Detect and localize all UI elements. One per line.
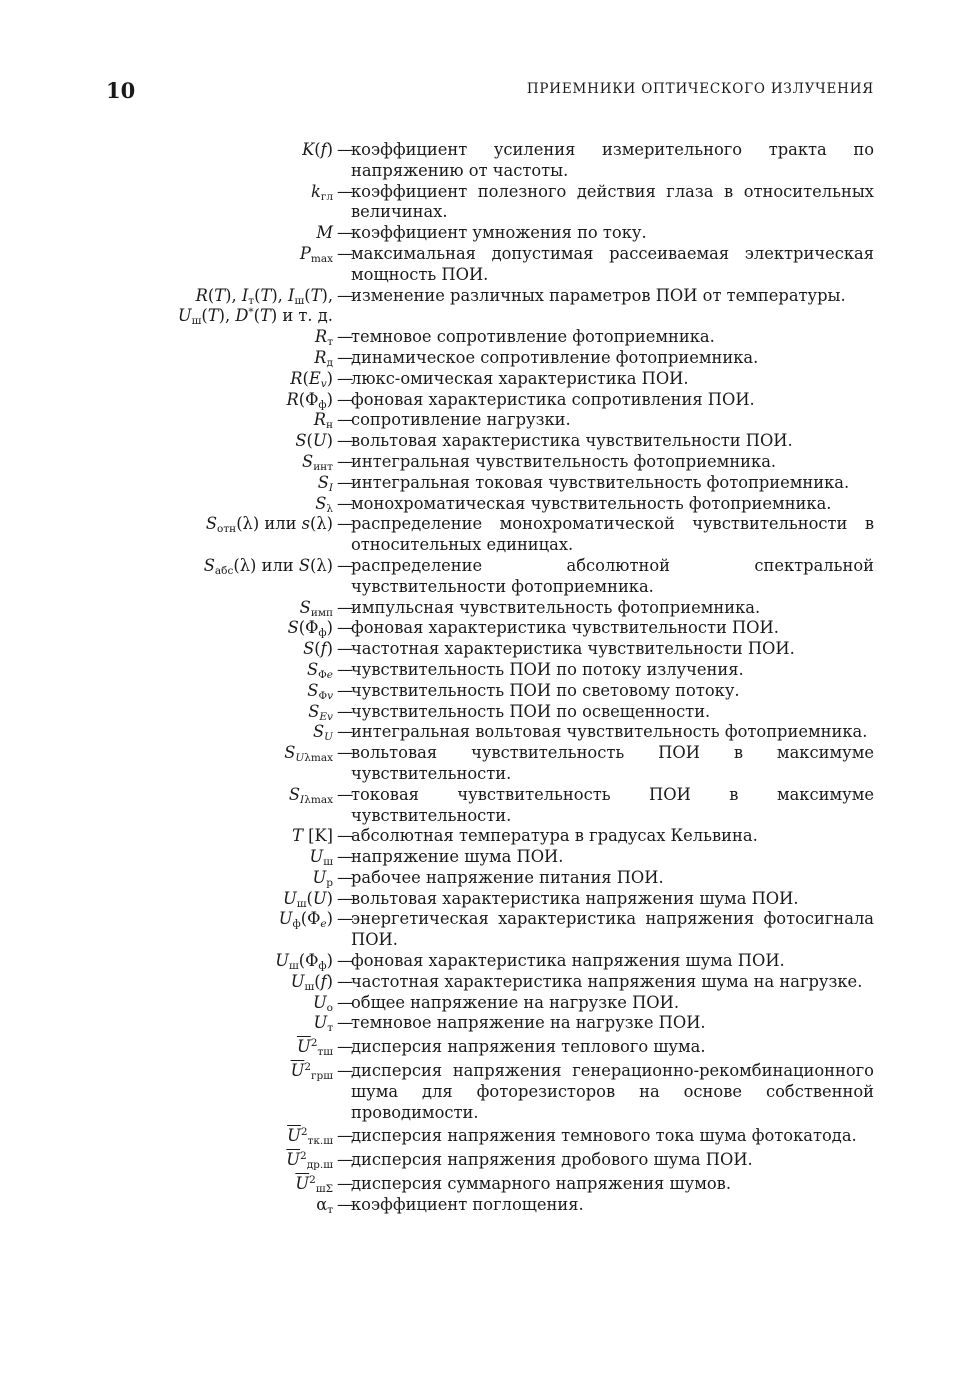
term: $S_\lambda$ bbox=[315, 493, 333, 515]
list-item: S(U) — вольтовая характеристика чувствительности ПОИ. bbox=[0, 431, 973, 452]
term: $R_т$ bbox=[314, 327, 333, 349]
term: $\overline{U}^2_{др.ш}$ bbox=[286, 1150, 333, 1172]
term: $\overline{U}^2_{ш\Sigma}$ bbox=[295, 1174, 333, 1196]
list-item: K(f) — коэффициент усиления измерительного тракта по напряжению от частоты. bbox=[0, 140, 973, 182]
term: $S_{\Phi v}$ bbox=[307, 680, 333, 702]
term: $U_ф(\Phi_e)$ bbox=[278, 909, 333, 931]
list-item: $\overline{U}^2_{ш\Sigma}$ — дисперсия суммарного напряжения шумов. bbox=[0, 1174, 973, 1195]
list-item: $\alpha_т$ — коэффициент поглощения. bbox=[0, 1195, 973, 1216]
list-item: $U_ш(U)$ — вольтовая характеристика напряжения шума ПОИ. bbox=[0, 889, 973, 910]
definition: дисперсия напряжения генерационно-рекомбинационного шума для фоторезисторов на основе собственной проводимости. bbox=[351, 1061, 874, 1122]
definition: токовая чувствительность ПОИ в максимуме чувствительности. bbox=[351, 784, 874, 825]
term: $U_ш(U)$ bbox=[283, 888, 333, 910]
term: S(f) bbox=[303, 639, 333, 659]
list-item: $S_U$ — интегральная вольтовая чувствительность фотоприемника. bbox=[0, 722, 973, 743]
term: S(U) bbox=[295, 431, 333, 451]
term: $\overline{U}^2_{тк.ш}$ bbox=[287, 1126, 333, 1148]
notation-list bbox=[0, 140, 973, 1216]
term: $P_{max}$ bbox=[299, 243, 333, 265]
term: $U_о$ bbox=[312, 992, 333, 1014]
definition: интегральная токовая чувствительность фотоприемника. bbox=[351, 472, 850, 492]
definition: напряжение шума ПОИ. bbox=[351, 847, 564, 867]
list-item: $k_{гл}$ — коэффициент полезного действия глаза в относительных величинах. bbox=[0, 182, 973, 224]
list-item: $\overline{U}^2_{тк.ш}$ — дисперсия напряжения темнового тока шума фотокатода. bbox=[0, 1126, 973, 1147]
definition: максимальная допустимая рассеиваемая электрическая мощность ПОИ. bbox=[351, 243, 874, 284]
list-item: $U_т$ — темновое напряжение на нагрузке ПОИ. bbox=[0, 1013, 973, 1034]
page-header bbox=[106, 78, 874, 102]
definition: дисперсия суммарного напряжения шумов. bbox=[351, 1174, 732, 1194]
list-item: $S_{инт}$ — интегральная чувствительность фотоприемника. bbox=[0, 452, 973, 473]
list-item: T [K] — абсолютная температура в градусах Кельвина. bbox=[0, 826, 973, 847]
definition: темновое напряжение на нагрузке ПОИ. bbox=[351, 1013, 706, 1033]
list-item: $P_{max}$ — максимальная допустимая рассеиваемая электрическая мощность ПОИ. bbox=[0, 244, 973, 286]
term: $R_д$ bbox=[314, 347, 333, 369]
definition: изменение различных параметров ПОИ от температуры. bbox=[351, 285, 846, 305]
list-item: M — коэффициент умножения по току. bbox=[0, 223, 973, 244]
definition: монохроматическая чувствительность фотоприемника. bbox=[351, 493, 832, 513]
list-item: $U_ф(\Phi_e)$ — энергетическая характеристика напряжения фотосигнала ПОИ. bbox=[0, 909, 973, 951]
list-item: $\overline{U}^2_{др.ш}$ — дисперсия напряжения дробового шума ПОИ. bbox=[0, 1150, 973, 1171]
page-number: 10 bbox=[106, 78, 136, 103]
term: $S_{абс}(\lambda)$ или S(λ) bbox=[203, 555, 333, 577]
term: $R(\Phi_ф)$ bbox=[286, 389, 333, 411]
term: $U_ш(f)$ bbox=[290, 971, 333, 993]
definition: вольтовая характеристика чувствительности ПОИ. bbox=[351, 431, 793, 451]
list-item: $S_{U\lambda max}$ — вольтовая чувствительность ПОИ в максимуме чувствительности. bbox=[0, 743, 973, 785]
list-item: $S_{\Phi v}$ — чувствительность ПОИ по световому потоку. bbox=[0, 681, 973, 702]
definition: импульсная чувствительность фотоприемника. bbox=[351, 597, 761, 617]
definition: частотная характеристика напряжения шума на нагрузке. bbox=[351, 971, 863, 991]
term: $S_{имп}$ bbox=[299, 597, 333, 619]
term: $R(E_v)$ bbox=[290, 368, 333, 390]
term: $S_{U\lambda max}$ bbox=[284, 743, 333, 765]
term: $S_{I\lambda max}$ bbox=[288, 784, 333, 806]
definition: темновое сопротивление фотоприемника. bbox=[351, 327, 715, 347]
term: K(f) bbox=[302, 140, 333, 159]
term: $\overline{U}^2_{грш}$ bbox=[290, 1061, 333, 1083]
list-item: $\overline{U}^2_{грш}$ — дисперсия напряжения генерационно-рекомбинационного шума для фоторезисторов на основе собственной проводимости. bbox=[0, 1061, 973, 1123]
term: M bbox=[316, 223, 333, 243]
list-item: $R_д$ — динамическое сопротивление фотоприемника. bbox=[0, 348, 973, 369]
list-item: $S_\lambda$ — монохроматическая чувствительность фотоприемника. bbox=[0, 494, 973, 515]
definition: люкс-омическая характеристика ПОИ. bbox=[351, 368, 689, 388]
definition: энергетическая характеристика напряжения фотосигнала ПОИ. bbox=[351, 909, 874, 950]
list-item: $U_ш(f)$ — частотная характеристика напряжения шума на нагрузке. bbox=[0, 972, 973, 993]
term: $S_{инт}$ bbox=[302, 451, 333, 473]
list-item: S(f) — частотная характеристика чувствительности ПОИ. bbox=[0, 639, 973, 660]
definition: динамическое сопротивление фотоприемника. bbox=[351, 347, 759, 367]
definition: рабочее напряжение питания ПОИ. bbox=[351, 867, 664, 887]
term: $S_I$ bbox=[317, 472, 333, 494]
definition: коэффициент умножения по току. bbox=[351, 223, 647, 243]
definition: коэффициент поглощения. bbox=[351, 1194, 584, 1214]
definition: вольтовая чувствительность ПОИ в максимуме чувствительности. bbox=[351, 743, 874, 783]
list-item: $S_{абс}(\lambda)$ или S(λ) — распределение абсолютной спектральной чувствительности фотоприемника. bbox=[0, 556, 973, 598]
definition: дисперсия напряжения дробового шума ПОИ. bbox=[351, 1150, 753, 1170]
definition: чувствительность ПОИ по потоку излучения. bbox=[351, 659, 744, 679]
term: $U_ш$ bbox=[309, 847, 333, 869]
definition: фоновая характеристика чувствительности ПОИ. bbox=[351, 618, 779, 638]
list-item: $S(\Phi_ф)$ — фоновая характеристика чувствительности ПОИ. bbox=[0, 618, 973, 639]
term: $S(\Phi_ф)$ bbox=[287, 618, 333, 640]
definition: фоновая характеристика напряжения шума ПОИ. bbox=[351, 951, 785, 971]
definition: интегральная чувствительность фотоприемника. bbox=[351, 451, 777, 471]
definition: дисперсия напряжения темнового тока шума фотокатода. bbox=[351, 1126, 857, 1146]
term: $\overline{U}^2_{тш}$ bbox=[297, 1037, 333, 1059]
list-item: $R_т$ — темновое сопротивление фотоприемника. bbox=[0, 327, 973, 348]
definition: дисперсия напряжения теплового шума. bbox=[351, 1037, 706, 1057]
term: T [K] bbox=[292, 826, 333, 846]
definition: абсолютная температура в градусах Кельвина. bbox=[351, 826, 758, 846]
list-item: $S_{Ev}$ — чувствительность ПОИ по освещенности. bbox=[0, 702, 973, 723]
term: $S_U$ bbox=[312, 722, 333, 744]
definition: коэффициент полезного действия глаза в относительных величинах. bbox=[351, 181, 874, 222]
definition: коэффициент усиления измерительного тракта по напряжению от частоты. bbox=[351, 140, 874, 180]
list-item: $S_I$ — интегральная токовая чувствительность фотоприемника. bbox=[0, 473, 973, 494]
definition: интегральная вольтовая чувствительность фотоприемника. bbox=[351, 722, 868, 742]
term: $k_{гл}$ bbox=[310, 181, 333, 203]
definition: чувствительность ПОИ по световому потоку. bbox=[351, 680, 740, 700]
definition: частотная характеристика чувствительности ПОИ. bbox=[351, 639, 795, 659]
definition: распределение абсолютной спектральной чувствительности фотоприемника. bbox=[351, 555, 874, 596]
definition: чувствительность ПОИ по освещенности. bbox=[351, 701, 711, 721]
term: $S_{\Phi e}$ bbox=[307, 659, 333, 681]
list-item: $S_{I\lambda max}$ — токовая чувствительность ПОИ в максимуме чувствительности. bbox=[0, 785, 973, 827]
list-item: $U_р$ — рабочее напряжение питания ПОИ. bbox=[0, 868, 973, 889]
list-item: $S_{\Phi e}$ — чувствительность ПОИ по потоку излучения. bbox=[0, 660, 973, 681]
list-item: $S_{отн}(\lambda)$ или s(λ) — распределение монохроматической чувствительности в относительных единицах. bbox=[0, 514, 973, 556]
list-item: $U_о$ — общее напряжение на нагрузке ПОИ. bbox=[0, 993, 973, 1014]
term: $U_р$ bbox=[312, 867, 333, 889]
definition: фоновая характеристика сопротивления ПОИ. bbox=[351, 389, 755, 409]
definition: вольтовая характеристика напряжения шума ПОИ. bbox=[351, 888, 799, 908]
term: $R_н$ bbox=[313, 410, 333, 432]
term: $\alpha_т$ bbox=[316, 1194, 333, 1216]
definition: общее напряжение на нагрузке ПОИ. bbox=[351, 992, 680, 1012]
list-item: $\overline{U}^2_{тш}$ — дисперсия напряжения теплового шума. bbox=[0, 1037, 973, 1058]
list-item: $S_{имп}$ — импульсная чувствительность фотоприемника. bbox=[0, 598, 973, 619]
list-item: $U_ш(\Phi_ф)$ — фоновая характеристика напряжения шума ПОИ. bbox=[0, 951, 973, 972]
definition: сопротивление нагрузки. bbox=[351, 410, 571, 430]
list-item: $R(E_v)$ — люкс-омическая характеристика ПОИ. bbox=[0, 369, 973, 390]
list-item: $U_ш$ — напряжение шума ПОИ. bbox=[0, 847, 973, 868]
running-title: ПРИЕМНИКИ ОПТИЧЕСКОГО ИЗЛУЧЕНИЯ bbox=[526, 81, 874, 97]
list-item: $R(\Phi_ф)$ — фоновая характеристика сопротивления ПОИ. bbox=[0, 390, 973, 411]
list-item: $R_н$ — сопротивление нагрузки. bbox=[0, 410, 973, 431]
definition: распределение монохроматической чувствительности в относительных единицах. bbox=[351, 514, 874, 555]
term: $S_{Ev}$ bbox=[308, 701, 333, 723]
list-item: R(T), $I_т(T)$, $I_ш(T)$, $U_ш(T)$, D*(T) и т. д. — изменение различных параметров ПОИ от температуры. bbox=[0, 286, 973, 328]
term: $S_{отн}(\lambda)$ или s(λ) bbox=[205, 514, 333, 536]
term: $U_ш(\Phi_ф)$ bbox=[275, 951, 333, 973]
term: $U_т$ bbox=[313, 1013, 333, 1035]
term: R(T), $I_т(T)$, $I_ш(T)$, $U_ш(T)$, D*(T) и т. д. bbox=[177, 285, 333, 328]
